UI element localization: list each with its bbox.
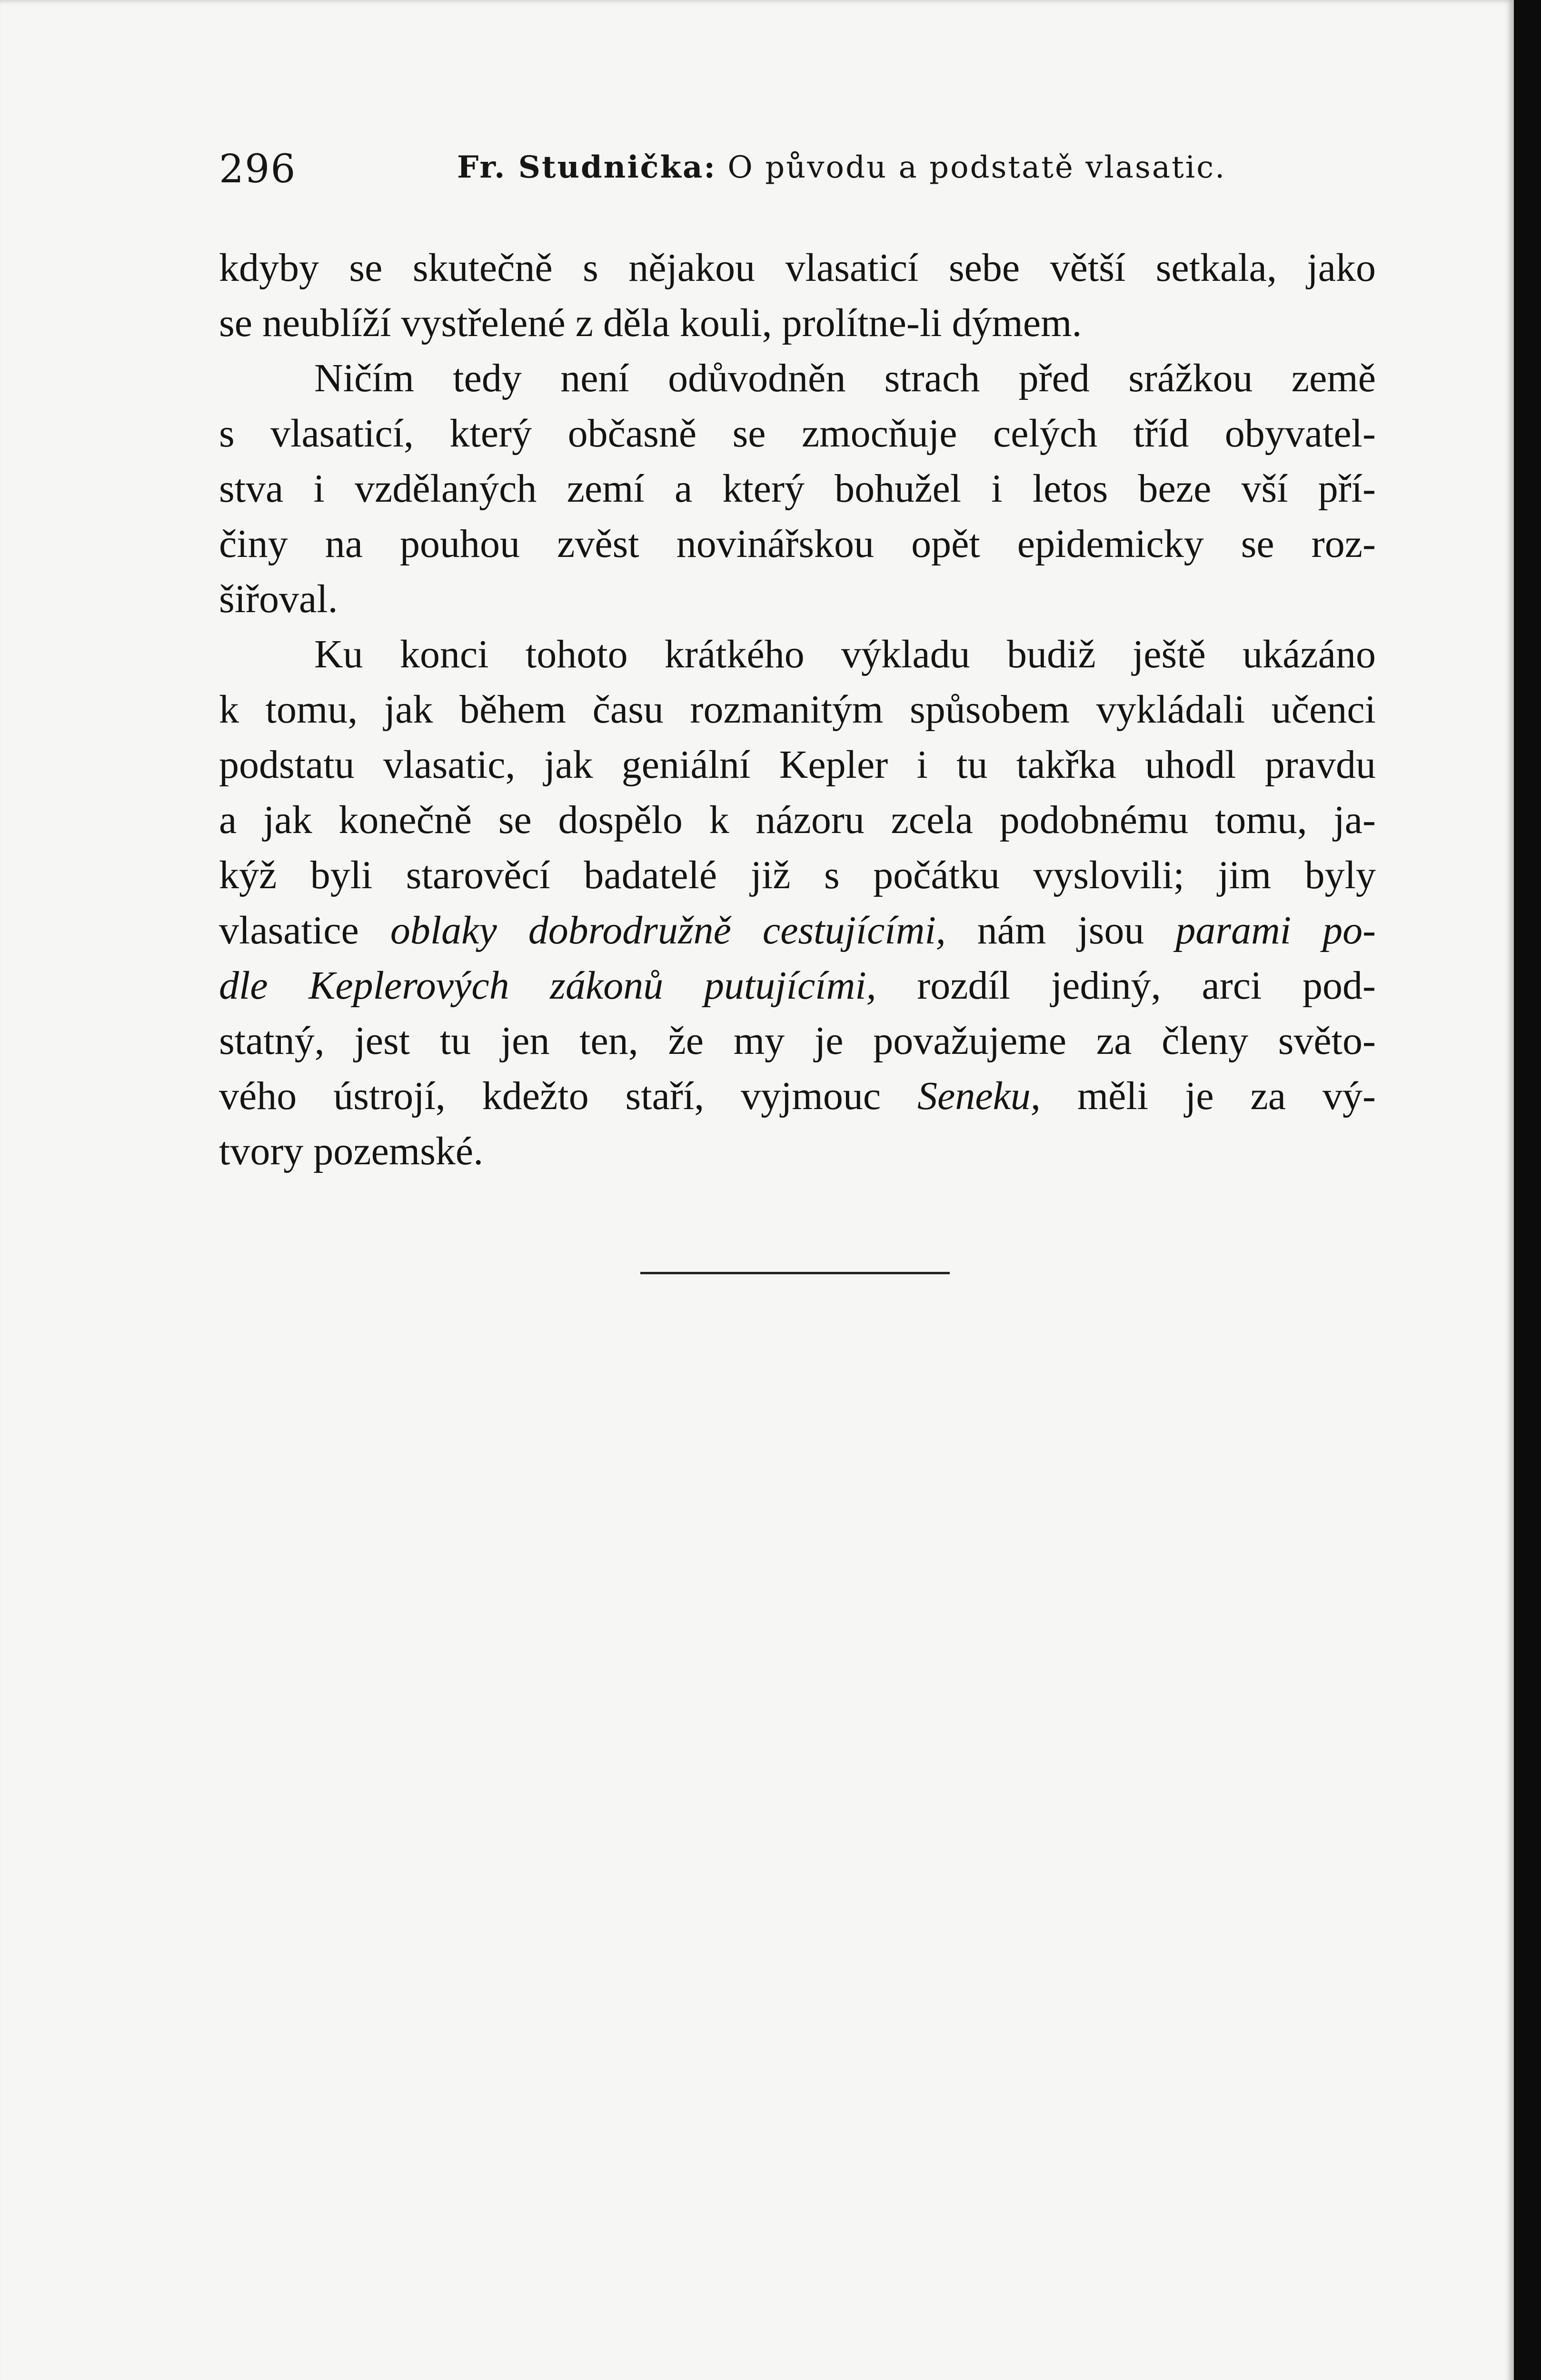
text-line: s vlasaticí, který občasně se zmocňuje celých tříd obyvatel- (219, 411, 1376, 456)
italic-name: Seneku, (917, 1074, 1041, 1118)
paragraph-1 (219, 240, 1376, 351)
text-line: kdyby se skutečně s nějakou vlasaticí sebe větší setkala, jako (219, 246, 1376, 290)
text-segment: rozdíl jediný, arci pod- (917, 963, 1376, 1008)
running-head-title: O původu a podstatě vlasatic. (727, 150, 1226, 185)
text-segment: měli je za vý- (1077, 1074, 1376, 1118)
text-line: a jak konečně se dospělo k názoru zcela podobnému tomu, ja- (219, 798, 1376, 842)
text-segment: vlasatice (219, 908, 359, 952)
text-line: kýž byli starověcí badatelé již s počátku vyslovili; jim byly (219, 853, 1376, 897)
text-line: tvory pozemské. (219, 1129, 484, 1173)
paragraph-3 (219, 627, 1376, 1179)
text-line (219, 903, 1376, 958)
body-text (219, 240, 1376, 1179)
text-line (219, 1069, 1376, 1124)
italic-phrase: dle Keplerových zákonů putujícími, (219, 963, 876, 1008)
italic-phrase: parami po- (1175, 908, 1376, 952)
text-line: stva i vzdělaných zemí a který bohužel i letos beze vší pří- (219, 466, 1376, 511)
scan-right-border (1514, 0, 1541, 2380)
running-head-author: Fr. Studnička: (457, 149, 717, 185)
text-line: Ku konci tohoto krátkého výkladu budiž ještě ukázáno (314, 632, 1376, 676)
text-segment: nám jsou (977, 908, 1144, 952)
text-line: činy na pouhou zvěst novinářskou opět epidemicky se roz- (219, 522, 1376, 566)
text-line: Ničím tedy není odůvodněn strach před srážkou země (314, 356, 1376, 400)
running-head (457, 149, 1226, 185)
italic-phrase: oblaky dobrodružně cestujícími, (390, 908, 946, 952)
text-line: šiřoval. (219, 577, 338, 621)
paragraph-2 (219, 351, 1376, 627)
page-number: 296 (219, 147, 297, 192)
text-line: se neublíží vystřelené z děla kouli, prolítne-li dýmem. (219, 301, 1082, 345)
text-line: statný, jest tu jen ten, že my je považujeme za členy světo- (219, 1019, 1376, 1063)
page-header (219, 143, 1385, 195)
text-line (219, 958, 1376, 1013)
section-end-rule (640, 1272, 950, 1274)
text-line: podstatu vlasatic, jak geniální Kepler i tu takřka uhodl pravdu (219, 743, 1376, 787)
text-segment: vého ústrojí, kdežto staří, vyjmouc (219, 1074, 881, 1118)
text-line: k tomu, jak během času rozmanitým spůsobem vykládali učenci (219, 687, 1376, 732)
